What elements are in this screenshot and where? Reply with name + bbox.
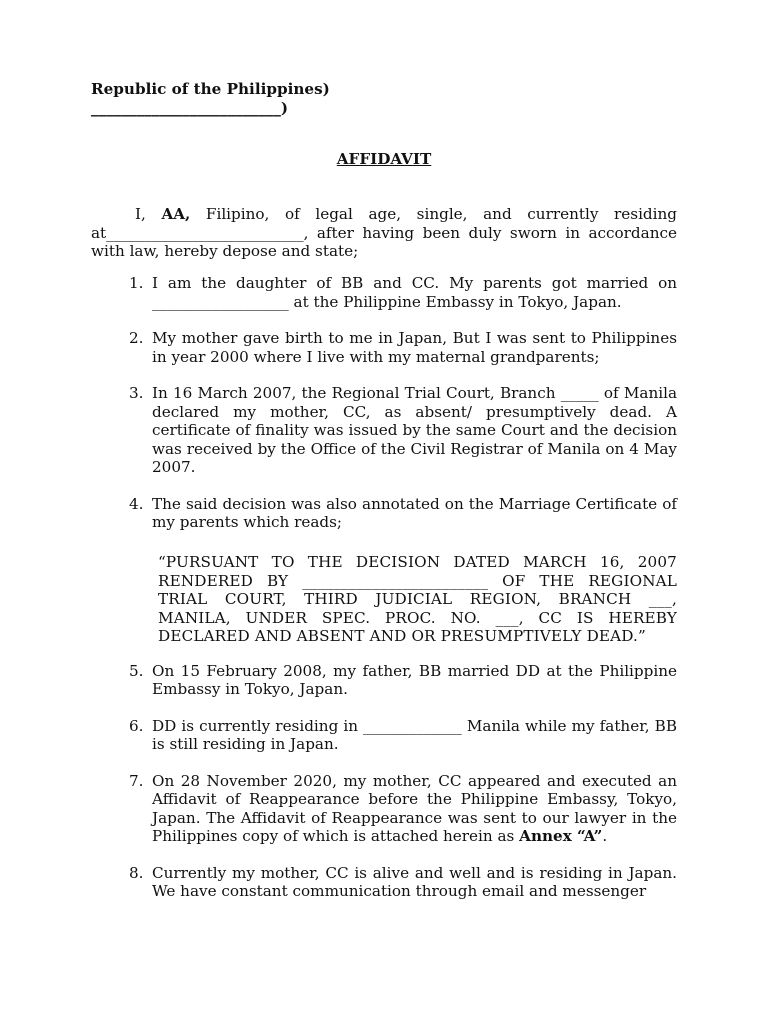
annotation-quote: “PURSUANT TO THE DECISION DATED MARCH 16, 2007 RENDERED BY ________________________ OF THE REGIONAL TRIAL COURT, THIRD JUDICIAL REGION, BRANCH ___, MANILA, UNDER SPEC. PROC. NO. ___, CC IS HEREBY DECLARED AND ABSENT AND OR PRESUMPTIVELY DEAD.” [158, 553, 677, 645]
intro-pre: I, [135, 205, 162, 223]
item-text: I am the daughter of BB and CC. My parents got married on __________________ at the Philippine Embassy in Tokyo, Japan. [152, 274, 677, 311]
document-title: AFFIDAVIT [336, 150, 432, 168]
affiant-name: AA, [161, 205, 191, 223]
list-item [129, 384, 677, 477]
list-item [129, 274, 677, 311]
item-number: 5. [129, 661, 144, 680]
venue-block [91, 80, 391, 117]
venue-republic: Republic of the Philippines) [91, 80, 330, 98]
item-number: 6. [129, 716, 144, 735]
item-text: On 15 February 2008, my father, BB married DD at the Philippine Embassy in Tokyo, Japan. [152, 661, 677, 698]
list-item [129, 772, 677, 846]
item-text-post: . [602, 827, 608, 845]
item-number: 7. [129, 771, 144, 790]
item-text [152, 772, 677, 846]
item-text: In 16 March 2007, the Regional Trial Court, Branch _____ of Manila declared my mother, CC, as absent/ presumptively dead. A certificate of finality was issued by the same Court and the decision was received by the Office of the Civil Registrar of Manila on 4 May 2007. [152, 384, 677, 476]
annex-reference: Annex “A” [519, 827, 603, 845]
list-item [129, 717, 677, 754]
item-text: Currently my mother, CC is alive and well and is residing in Japan. We have constant communication through email and messenger [152, 863, 677, 900]
intro-post: Filipino, of legal age, single, and currently residing at__________________________, after having been duly sworn in accordance with law, hereby depose and state; [91, 205, 678, 260]
list-item [129, 662, 677, 699]
item-number: 1. [129, 274, 144, 292]
item-number: 3. [129, 384, 144, 402]
item-number: 8. [129, 863, 144, 882]
item-number: 2. [129, 329, 144, 347]
item-number: 4. [129, 494, 144, 513]
list-item [129, 495, 677, 532]
venue-city-blank: _________________________) [91, 98, 289, 117]
intro-paragraph [91, 205, 677, 261]
item-text-pre: On 28 November 2020, my mother, CC appeared and executed an Affidavit of Reappearance before the Philippine Embassy, Tokyo, Japan. The Affidavit of Reappearance was sent to our lawyer in the Philippines copy of which is attached herein as [152, 771, 677, 845]
list-item [129, 864, 677, 901]
list-item [129, 329, 677, 366]
item-text: My mother gave birth to me in Japan, But I was sent to Philippines in year 2000 where I live with my maternal grandparents; [152, 329, 677, 366]
item-text: The said decision was also annotated on the Marriage Certificate of my parents which reads; [152, 494, 677, 531]
item-text: DD is currently residing in _____________ Manila while my father, BB is still residing in Japan. [152, 716, 677, 753]
